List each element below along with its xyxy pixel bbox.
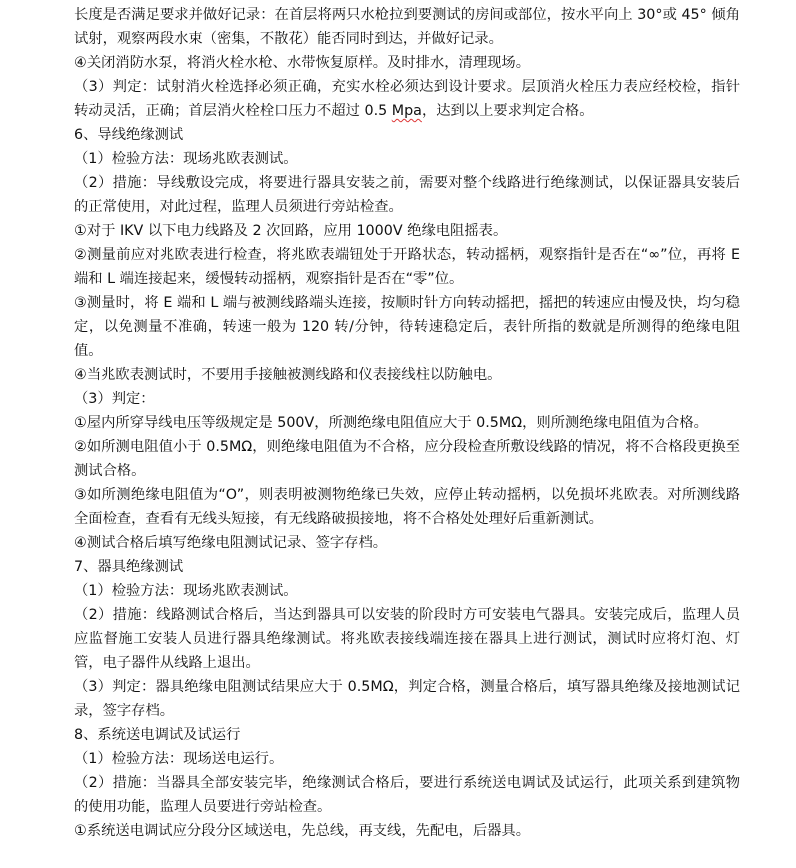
paragraph-wire-step-3: ③测量时，将 E 端和 L 端与被测线路端头连接，按顺时针方向转动摇把，摇把的转速应由慢及快，均匀稳定，以免测量不准确，转速一般为 120 转/分钟，待转速稳定后，表针所指的数就是所测得的绝缘电阻值。 — [74, 295, 740, 359]
paragraph-close-fire-pump: ④关闭消防水泵，将消火栓水枪、水带恢复原样。及时排水，清理现场。 — [74, 55, 531, 71]
paragraph-wire-step-1: ①对于 IKV 以下电力线路及 2 次回路，应用 1000V 绝缘电阻摇表。 — [74, 223, 508, 239]
paragraph-system-method: （1）检验方法：现场送电运行。 — [74, 751, 284, 767]
paragraph-fixture-measures: （2）措施：线路测试合格后，当达到器具可以安装的阶段时方可安装电气器具。安装完成后，监理人员应监督施工安装人员进行器具绝缘测试。将兆欧表接线端连接在器具上进行测试，测试时应将灯泡、灯管，电子器件从线路上退出。 — [74, 607, 740, 671]
paragraph-fixture-judgement: （3）判定：器具绝缘电阻测试结果应大于 0.5MΩ，判定合格，测量合格后，填写器具绝缘及接地测试记录，签字存档。 — [74, 679, 740, 719]
paragraph-wire-judgement-4: ④测试合格后填写绝缘电阻测试记录、签字存档。 — [74, 535, 388, 551]
paragraph-wire-method: （1）检验方法：现场兆欧表测试。 — [74, 151, 298, 167]
paragraph-fixture-method: （1）检验方法：现场兆欧表测试。 — [74, 583, 298, 599]
paragraph-wire-step-2: ②测量前应对兆欧表进行检查，将兆欧表端钮处于开路状态，转动摇柄，观察指针是否在“∞”位，再将 E 端和 L 端连接起来，缓慢转动摇柄，观察指针是否在“零”位。 — [74, 247, 740, 287]
section-heading-fixture-insulation: 7、器具绝缘测试 — [74, 559, 184, 575]
paragraph-wire-judgement-3: ③如所测绝缘电阻值为“O”，则表明被测物绝缘已失效，应停止转动摇柄，以免损坏兆欧表。对所测线路全面检查，查看有无线头短接，有无线路破损接地，将不合格处处理好后重新测试。 — [74, 487, 740, 527]
paragraph-wire-judgement-1: ①屋内所穿导线电压等级规定是 500V，所测绝缘电阻值应大于 0.5MΩ，则所测绝缘电阻值为合格。 — [74, 415, 708, 431]
section-heading-wire-insulation: 6、导线绝缘测试 — [74, 127, 184, 143]
hydrant-judgement-tail: ，达到以上要求判定合格。 — [421, 103, 594, 119]
spellcheck-underlined-word: Mpa — [391, 103, 422, 119]
hydrant-judgement-text: （3）判定：试射消火栓选择必须正确，充实水栓必须达到设计要求。层顶消火栓压力表应经校检，指针转动灵活，正确；首层消火栓栓口压力不超过 0.5 — [74, 79, 740, 119]
paragraph-hydrant-judgement — [74, 75, 740, 123]
paragraph-wire-judgement-2: ②如所测电阻值小于 0.5MΩ，则绝缘电阻值为不合格，应分段检查所敷设线路的情况，将不合格段更换至测试合格。 — [74, 439, 740, 479]
paragraph-wire-step-4: ④当兆欧表测试时，不要用手接触被测线路和仪表接线柱以防触电。 — [74, 367, 502, 383]
paragraph-system-measures: （2）措施：当器具全部安装完毕，绝缘测试合格后，要进行系统送电调试及试运行，此项关系到建筑物的使用功能，监理人员要进行旁站检查。 — [74, 775, 740, 815]
section-heading-system-power-test: 8、系统送电调试及试运行 — [74, 727, 241, 743]
paragraph-system-step-1: ①系统送电调试应分段分区域送电，先总线，再支线，先配电，后器具。 — [74, 823, 531, 839]
paragraph-wire-measures: （2）措施：导线敷设完成，将要进行器具安装之前，需要对整个线路进行绝缘测试，以保证器具安装后的正常使用，对此过程，监理人员须进行旁站检查。 — [74, 175, 740, 215]
paragraph-wire-judgement-heading: （3）判定： — [74, 391, 155, 407]
paragraph-fire-hydrant-test-record: 长度是否满足要求并做好记录：在首层将两只水枪拉到要测试的房间或部位，按水平向上 30°或 45° 倾角试射，观察两段水束（密集，不散花）能否同时到达，并做好记录。 — [74, 7, 740, 47]
